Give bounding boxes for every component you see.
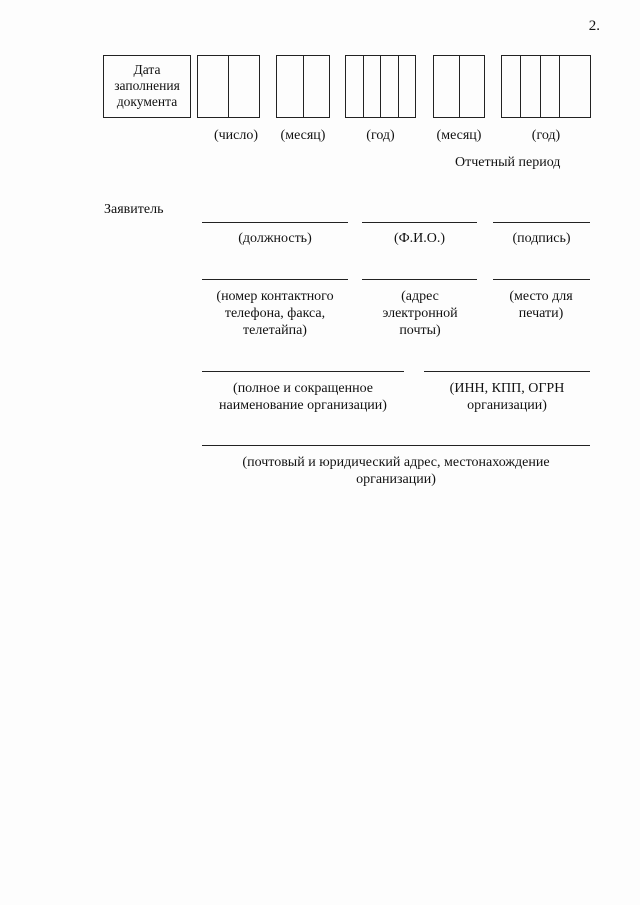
- period-year-digit-3[interactable]: [541, 56, 560, 117]
- year-caption: (год): [366, 128, 395, 143]
- email-caption: (адрес электронной почты): [382, 289, 458, 338]
- period-month-cells[interactable]: [433, 55, 485, 118]
- period-year-digit-4[interactable]: [560, 56, 590, 117]
- phone-caption: (номер контактного телефона, факса, телетайпа): [216, 289, 334, 338]
- day-digit-2[interactable]: [229, 56, 259, 117]
- month-digit-1[interactable]: [277, 56, 304, 117]
- date-label-box: Дата заполнения документа: [103, 55, 191, 118]
- day-digit-1[interactable]: [198, 56, 229, 117]
- month-cells[interactable]: [276, 55, 330, 118]
- name-caption: (Ф.И.О.): [393, 231, 446, 246]
- signature-line[interactable]: [493, 222, 590, 223]
- stamp-line[interactable]: [493, 279, 590, 280]
- period-year-cells[interactable]: [501, 55, 591, 118]
- signature-caption: (подпись): [512, 231, 571, 246]
- org-ids-caption: (ИНН, КПП, ОГРН организации): [449, 381, 565, 413]
- org-name-caption: (полное и сокращенное наименование организации): [219, 381, 387, 413]
- page-number: 2.: [588, 18, 600, 34]
- address-line[interactable]: [202, 445, 590, 446]
- period-year-digit-1[interactable]: [502, 56, 521, 117]
- day-cells[interactable]: [197, 55, 260, 118]
- year-digit-1[interactable]: [346, 56, 364, 117]
- position-line[interactable]: [202, 222, 348, 223]
- address-caption: (почтовый и юридический адрес, местонахождение организации): [242, 455, 550, 487]
- period-month-digit-2[interactable]: [460, 56, 485, 117]
- applicant-label: Заявитель: [104, 202, 164, 217]
- position-caption: (должность): [238, 231, 312, 246]
- period-month-caption: (месяц): [436, 128, 482, 143]
- org-ids-line[interactable]: [424, 371, 590, 372]
- year-digit-3[interactable]: [381, 56, 399, 117]
- month-digit-2[interactable]: [304, 56, 330, 117]
- period-year-caption: (год): [531, 128, 561, 143]
- reporting-period-label: Отчетный период: [455, 155, 561, 170]
- period-month-digit-1[interactable]: [434, 56, 460, 117]
- name-line[interactable]: [362, 222, 477, 223]
- day-caption: (число): [213, 128, 259, 143]
- phone-line[interactable]: [202, 279, 348, 280]
- year-digit-2[interactable]: [364, 56, 382, 117]
- month-caption: (месяц): [280, 128, 326, 143]
- email-line[interactable]: [362, 279, 477, 280]
- org-name-line[interactable]: [202, 371, 404, 372]
- stamp-caption: (место для печати): [509, 289, 573, 321]
- period-year-digit-2[interactable]: [521, 56, 540, 117]
- year-digit-4[interactable]: [399, 56, 416, 117]
- year-cells[interactable]: [345, 55, 416, 118]
